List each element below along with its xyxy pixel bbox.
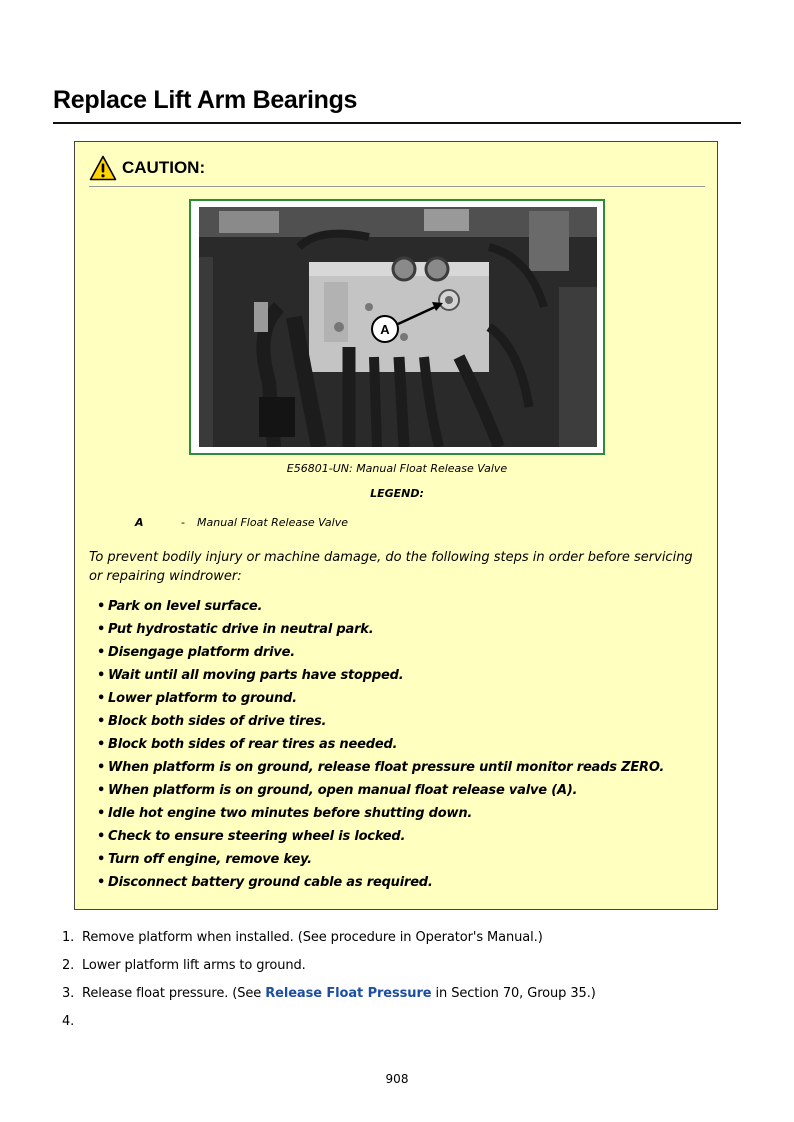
figure-caption: E56801-UN: Manual Float Release Valve	[286, 462, 508, 475]
safety-step: • Disconnect battery ground cable as required.	[97, 871, 664, 894]
procedure-step	[62, 1010, 596, 1038]
safety-step: • Put hydrostatic drive in neutral park.	[97, 618, 664, 641]
figure-frame	[189, 199, 605, 455]
legend-description: Manual Float Release Valve	[197, 516, 348, 529]
safety-step: • Idle hot engine two minutes before shutting down.	[97, 802, 664, 825]
step-text: Lower platform lift arms to ground.	[82, 958, 306, 973]
release-float-pressure-link[interactable]: Release Float Pressure	[265, 986, 432, 1001]
safety-step: • Park on level surface.	[97, 595, 664, 618]
warning-triangle-icon	[89, 155, 117, 181]
safety-step: • Block both sides of rear tires as needed.	[97, 733, 664, 756]
valve-photo	[199, 207, 597, 447]
procedure-step	[62, 982, 596, 1010]
page-title: Replace Lift Arm Bearings	[53, 86, 358, 114]
safety-step: • Lower platform to ground.	[97, 687, 664, 710]
safety-step: • Block both sides of drive tires.	[97, 710, 664, 733]
title-divider	[53, 122, 741, 124]
legend-letter: A	[135, 516, 144, 529]
procedure-list	[62, 926, 596, 1038]
step-number: 1.	[62, 930, 75, 945]
caution-label: CAUTION:	[122, 158, 206, 177]
step-text: Remove platform when installed. (See procedure in Operator's Manual.)	[82, 930, 543, 945]
procedure-step	[62, 926, 596, 954]
safety-step: • When platform is on ground, open manual float release valve (A).	[97, 779, 664, 802]
legend-dash: -	[181, 516, 185, 529]
safety-step: • Disengage platform drive.	[97, 641, 664, 664]
caution-divider	[89, 186, 705, 187]
safety-step: • When platform is on ground, release float pressure until monitor reads ZERO.	[97, 756, 664, 779]
step-text-post: in Section 70, Group 35.)	[431, 986, 596, 1001]
caution-header	[89, 155, 205, 181]
step-number: 2.	[62, 958, 75, 973]
safety-step: • Check to ensure steering wheel is locked.	[97, 825, 664, 848]
page-number: 908	[385, 1072, 409, 1086]
caution-box	[74, 141, 718, 910]
safety-step: • Wait until all moving parts have stopped.	[97, 664, 664, 687]
step-number: 4.	[62, 1014, 75, 1029]
step-number: 3.	[62, 986, 75, 1001]
safety-steps-list	[97, 595, 664, 894]
callout-label: A	[380, 322, 390, 337]
safety-step: • Turn off engine, remove key.	[97, 848, 664, 871]
step-text-pre: Release float pressure. (See	[82, 986, 266, 1001]
legend-title: LEGEND:	[370, 487, 424, 500]
procedure-step	[62, 954, 596, 982]
caution-intro: To prevent bodily injury or machine damage, do the following steps in order before servicing or repairing windrower:	[89, 550, 693, 584]
